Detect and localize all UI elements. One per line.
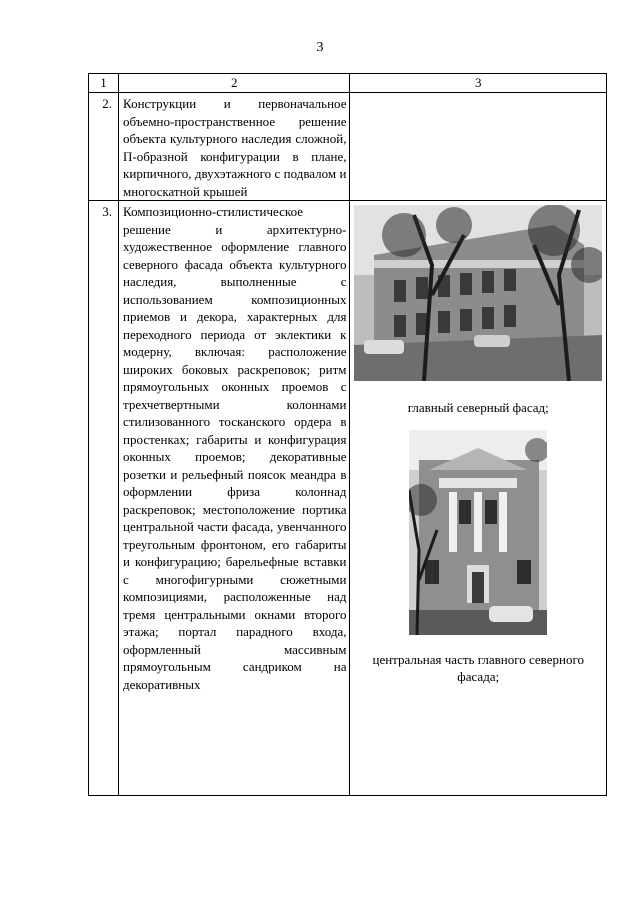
description-text: Конструкции и первоначальное объемно-пространственное решение объекта культурного наследия сложной, П-образной конфигурации в плане, кирпичного, двухэтажного с подвалом и многоскатной крышей [123, 96, 347, 199]
table-row [89, 201, 607, 796]
page-number: 3 [316, 40, 324, 55]
description-text: Композиционно-стилистическое решение и архитектурно-художественное оформление главного северного фасада объекта культурного наследия, выполненные с использованием композиционных приемов и декора, характерных для переходного периода от эклектики к модерну, включая: расположение широких боковых раскреповок; ритм прямоугольных оконных проемов с трехчетвертными колоннами стилизованного тосканского ордера в простенках; габариты и конфигурация оконных проемов; декоративные розетки и рельефный поясок меандра в оформлении фриза колоннад раскреповок; местоположение портика центральной части фасада, увенчанного треугольным фронтоном, его габариты и конфигурацию; барельефные вставки с многофигурными сюжетными композициями, расположенные над тремя центральными окнами второго этажа; портал парадного входа, оформленный массивным прямоугольным сандриком на декоративных [123, 204, 347, 692]
central-facade-photo [409, 430, 547, 635]
row-number: 2. [89, 93, 119, 201]
table-row [89, 93, 607, 201]
heritage-table [88, 73, 607, 796]
column-header: 1 [89, 74, 119, 93]
row-description [119, 201, 350, 796]
photo-caption: главный северный фасад; [407, 400, 549, 415]
row-description [119, 93, 350, 201]
column-header: 3 [350, 74, 607, 93]
image-cell [350, 93, 607, 201]
photo-caption: центральная часть главного северного фасада; [372, 651, 584, 684]
image-cell [350, 201, 607, 796]
table-header-row [89, 74, 607, 93]
column-header: 2 [119, 74, 350, 93]
north-facade-photo [354, 205, 602, 381]
row-number: 3. [89, 201, 119, 796]
